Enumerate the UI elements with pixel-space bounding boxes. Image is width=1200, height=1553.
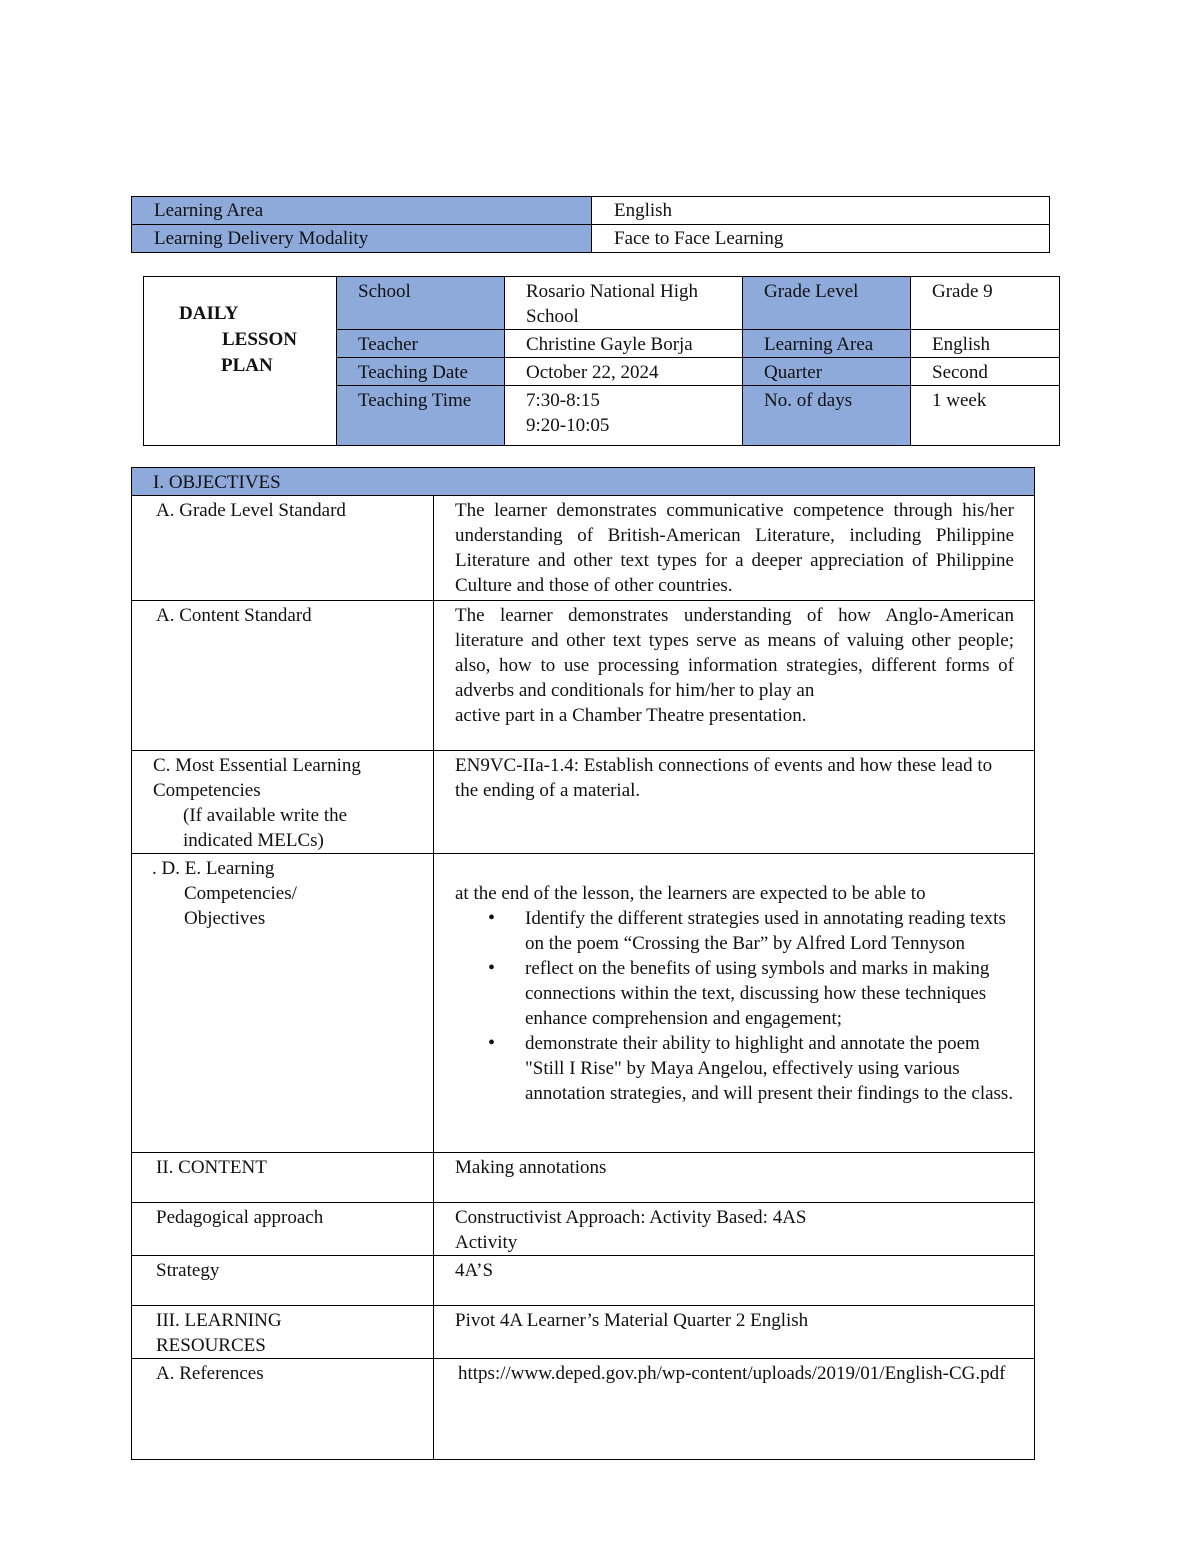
competencies-label-line: Competencies/ — [184, 883, 297, 904]
learning-area-value: English — [911, 330, 1060, 358]
days-label: No. of days — [743, 386, 911, 446]
learning-area-value: English — [592, 197, 1050, 225]
melc-value: EN9VC-IIa-1.4: Establish connections of events and how these lead to the ending of a material. — [434, 751, 1035, 854]
quarter-label: Quarter — [743, 358, 911, 386]
grade-level-value: Grade 9 — [911, 277, 1060, 330]
competencies-value — [434, 854, 1035, 1153]
table-row — [132, 225, 1050, 253]
resources-value: Pivot 4A Learner’s Material Quarter 2 English — [434, 1306, 1035, 1359]
teaching-date-value: October 22, 2024 — [505, 358, 743, 386]
days-value: 1 week — [911, 386, 1060, 446]
pedagogical-approach-line: Constructivist Approach: Activity Based: 4AS — [455, 1207, 807, 1228]
learning-area-label: Learning Area — [132, 197, 592, 225]
melc-label — [132, 751, 434, 854]
melc-label-line: (If available write the — [183, 805, 348, 826]
quarter-value: Second — [911, 358, 1060, 386]
resources-label — [132, 1306, 434, 1359]
melc-label-line: Competencies — [153, 780, 261, 801]
delivery-modality-value: Face to Face Learning — [592, 225, 1050, 253]
references-label: A. References — [132, 1359, 434, 1460]
objectives-list — [455, 906, 1024, 1106]
strategy-value: 4A’S — [434, 1256, 1035, 1306]
title-line: PLAN — [221, 355, 273, 376]
melc-label-line: indicated MELCs) — [183, 830, 324, 851]
teacher-label: Teacher — [337, 330, 505, 358]
delivery-modality-label: Learning Delivery Modality — [132, 225, 592, 253]
title-line: LESSON — [222, 329, 297, 350]
teaching-time-label: Teaching Time — [337, 386, 505, 446]
lesson-header-table — [143, 276, 1060, 446]
teaching-time-value — [505, 386, 743, 446]
table-row — [132, 197, 1050, 225]
pedagogical-approach-label: Pedagogical approach — [132, 1203, 434, 1256]
resources-label-line: III. LEARNING — [156, 1310, 282, 1331]
grade-level-label: Grade Level — [743, 277, 911, 330]
content-standard-text: active part in a Chamber Theatre presentation. — [455, 705, 807, 726]
school-label: School — [337, 277, 505, 330]
content-standard-value — [434, 601, 1035, 751]
content-standard-label: A. Content Standard — [132, 601, 434, 751]
competencies-intro: at the end of the lesson, the learners are expected to be able to — [455, 883, 926, 904]
daily-lesson-plan-title — [144, 277, 337, 446]
competencies-label-line: . D. E. Learning — [152, 858, 275, 879]
grade-standard-value: The learner demonstrates communicative competence through his/her understanding of British-American Literature, including Philippine Literature and other text types for a deeper appreciation of Philippine Culture and those of other countries. — [434, 496, 1035, 601]
list-item: • reflect on the benefits of using symbols and marks in making connections within the text, discussing how these techniques enhance comprehension and engagement; — [525, 956, 1024, 1031]
strategy-label: Strategy — [132, 1256, 434, 1306]
time-slot: 7:30-8:15 — [526, 390, 600, 411]
time-slot: 9:20-10:05 — [526, 415, 610, 436]
learning-area-table — [131, 196, 1050, 253]
pedagogical-approach-value — [434, 1203, 1035, 1256]
list-item: • demonstrate their ability to highlight and annotate the poem "Still I Rise" by Maya Angelou, effectively using various annotation strategies, and will present their findings to the class. — [525, 1031, 1024, 1106]
learning-area-label: Learning Area — [743, 330, 911, 358]
teaching-date-label: Teaching Date — [337, 358, 505, 386]
melc-label-line: C. Most Essential Learning — [153, 755, 361, 776]
content-value: Making annotations — [434, 1153, 1035, 1203]
grade-standard-label: A. Grade Level Standard — [132, 496, 434, 601]
teacher-value: Christine Gayle Borja — [505, 330, 743, 358]
competencies-label — [132, 854, 434, 1153]
content-label: II. CONTENT — [132, 1153, 434, 1203]
objectives-table — [131, 467, 1035, 1460]
content-standard-text: The learner demonstrates understanding of how Anglo-American literature and other text types serve as means of valuing other people; also, how to use processing information strategies, different forms of adverbs and conditionals for him/her to play an — [455, 605, 1014, 701]
competencies-label-line: Objectives — [184, 908, 266, 929]
school-value: Rosario National High School — [505, 277, 743, 330]
objectives-heading: I. OBJECTIVES — [132, 468, 1035, 496]
title-line: DAILY — [179, 303, 239, 324]
pedagogical-approach-line: Activity — [455, 1232, 518, 1253]
resources-label-line: RESOURCES — [156, 1335, 266, 1356]
list-item: • Identify the different strategies used in annotating reading texts on the poem “Crossing the Bar” by Alfred Lord Tennyson — [525, 906, 1024, 956]
references-link[interactable]: https://www.deped.gov.ph/wp-content/uploads/2019/01/English-CG.pdf — [434, 1359, 1035, 1460]
